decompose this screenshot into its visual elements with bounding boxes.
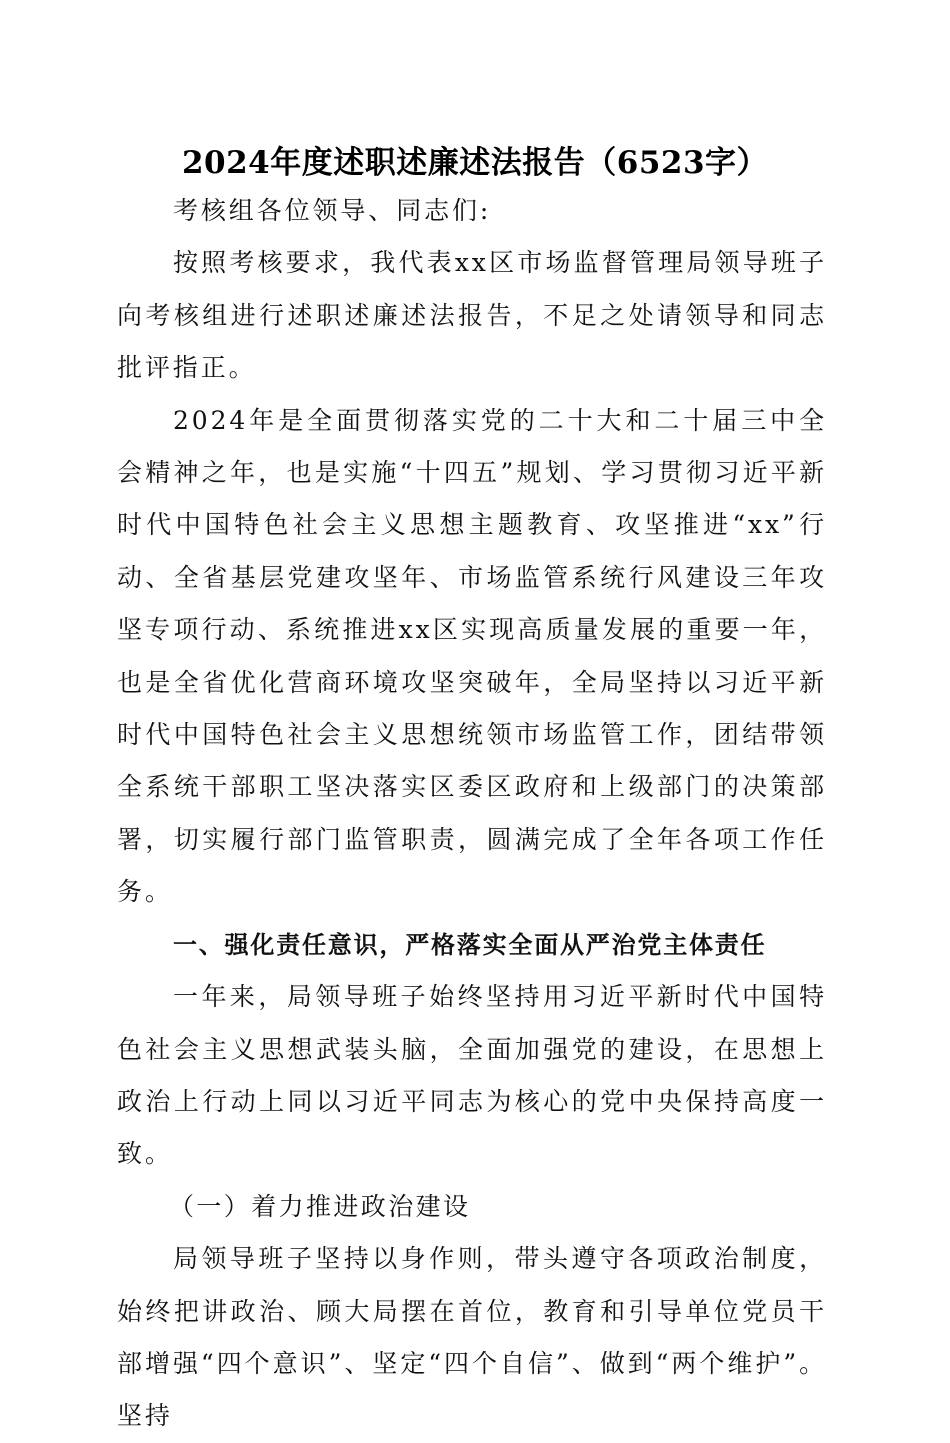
intro-paragraph: 按照考核要求，我代表xx区市场监督管理局领导班子向考核组进行述职述廉述法报告，不足之处请领导和同志批评指正。 (117, 248, 827, 383)
subsection-heading: （一）着力推进政治建设 (169, 1191, 471, 1221)
overview-paragraph: 2024年是全面贯彻落实党的二十大和二十届三中全会精神之年，也是实施“十四五”规划、学习贯彻习近平新时代中国特色社会主义思想主题教育、攻坚推进“xx”行动、全省基层党建攻坚年、市场监管系统行风建设三年攻坚专项行动、系统推进xx区实现高质量发展的重要一年，也是全省优化营商环境攻坚突破年，全局坚持以习近平新时代中国特色社会主义思想统领市场监管工作，团结带领全系统干部职工坚决落实区委区政府和上级部门的决策部署，切实履行部门监管职责，圆满完成了全年各项工作任务。 (117, 405, 827, 907)
section-heading: 一、强化责任意识，严格落实全面从严治党主体责任 (173, 930, 767, 959)
document-body (117, 185, 827, 1443)
subsection-body-paragraph: 局领导班子坚持以身作则，带头遵守各项政治制度，始终把讲政治、顾大局摆在首位，教育和引导单位党员干部增强“四个意识”、坚定“四个自信”、做到“两个维护”。坚持 (117, 1244, 827, 1431)
document-title: 2024年度述职述廉述法报告（6523字） (181, 145, 769, 181)
section-intro-paragraph: 一年来，局领导班子始终坚持用习近平新时代中国特色社会主义思想武装头脑，全面加强党的建设，在思想上政治上行动上同以习近平同志为核心的党中央保持高度一致。 (117, 982, 827, 1169)
greeting-paragraph: 考核组各位领导、同志们: (173, 196, 492, 225)
